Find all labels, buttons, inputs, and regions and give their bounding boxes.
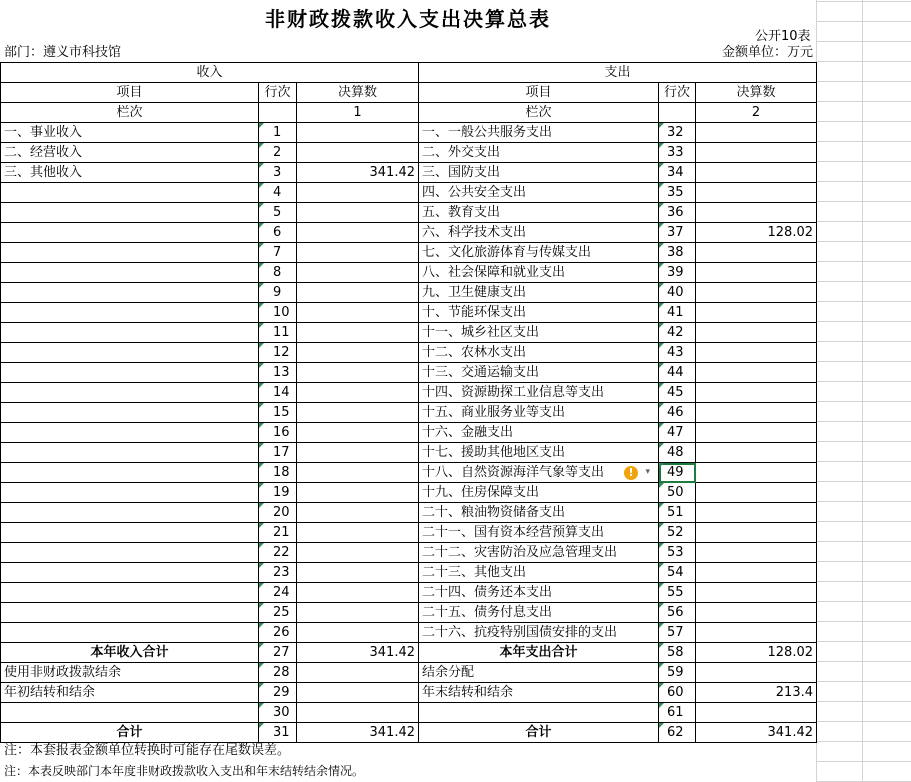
grid-line	[816, 601, 911, 602]
table-row	[1, 583, 817, 603]
expense-amount-cell[interactable]	[696, 343, 817, 363]
expense-line-cell[interactable]: 56	[659, 603, 696, 623]
grid-line	[816, 201, 911, 202]
income-total-label[interactable]: 本年收入合计	[1, 643, 259, 663]
expense-line-cell[interactable]: 61	[659, 703, 696, 723]
income-line-cell[interactable]: 21	[259, 523, 297, 543]
income-amount-cell[interactable]	[297, 523, 419, 543]
income-item-cell[interactable]	[1, 523, 259, 543]
grid-line	[816, 241, 911, 242]
table-row	[1, 183, 817, 203]
income-line-cell[interactable]: 14	[259, 383, 297, 403]
expense-amount-cell[interactable]	[696, 563, 817, 583]
table-row	[1, 423, 817, 443]
expense-amount-cell[interactable]	[696, 263, 817, 283]
expense-line-cell[interactable]: 36	[659, 203, 696, 223]
income-item-cell[interactable]	[1, 503, 259, 523]
expense-line-cell[interactable]: 51	[659, 503, 696, 523]
income-amount-cell[interactable]	[297, 583, 419, 603]
expense-amount-cell[interactable]	[696, 583, 817, 603]
expense-item-cell[interactable]: 八、社会保障和就业支出	[419, 263, 659, 283]
income-amount-cell[interactable]	[297, 463, 419, 483]
expense-item-cell[interactable]: 十二、农林水支出	[419, 343, 659, 363]
expense-line-cell[interactable]: 39	[659, 263, 696, 283]
expense-total-label[interactable]: 年末结转和结余	[419, 683, 659, 703]
expense-item-cell[interactable]: 十四、资源勘探工业信息等支出	[419, 383, 659, 403]
table-row	[1, 263, 817, 283]
grid-line	[816, 121, 911, 122]
income-item-cell[interactable]	[1, 303, 259, 323]
expense-line-cell[interactable]: 35	[659, 183, 696, 203]
expense-amount-cell[interactable]	[696, 203, 817, 223]
expense-item-cell[interactable]: 二十一、国有资本经营预算支出	[419, 523, 659, 543]
income-item-cell[interactable]	[1, 483, 259, 503]
total-row	[1, 683, 817, 703]
note-rounding: 注：本套报表金额单位转换时可能存在尾数误差。	[4, 743, 291, 758]
income-item-cell[interactable]	[1, 443, 259, 463]
grid-line	[816, 81, 911, 82]
income-blank-cell[interactable]	[259, 103, 297, 123]
expense-amount-cell[interactable]	[696, 523, 817, 543]
income-line-cell[interactable]: 8	[259, 263, 297, 283]
table-row	[1, 123, 817, 143]
exclamation-warning-icon[interactable]: !	[624, 466, 638, 480]
income-amount-cell[interactable]	[297, 223, 419, 243]
expense-column-label[interactable]: 栏次	[419, 103, 659, 123]
expense-line-header[interactable]: 行次	[659, 83, 696, 103]
grid-line	[816, 561, 911, 562]
table-row	[1, 343, 817, 363]
table-row	[1, 303, 817, 323]
expense-line-cell[interactable]: 44	[659, 363, 696, 383]
income-line-cell[interactable]: 4	[259, 183, 297, 203]
grid-line	[816, 641, 911, 642]
expense-amount-cell[interactable]	[696, 303, 817, 323]
income-line-header[interactable]: 行次	[259, 83, 297, 103]
grid-line	[816, 1, 911, 2]
expense-item-cell[interactable]: 二十二、灾害防治及应急管理支出	[419, 543, 659, 563]
income-amount-cell[interactable]	[297, 363, 419, 383]
expense-line-cell[interactable]: 34	[659, 163, 696, 183]
income-amount-cell[interactable]	[297, 503, 419, 523]
expense-line-cell[interactable]: 54	[659, 563, 696, 583]
expense-blank-cell[interactable]	[659, 103, 696, 123]
income-amount-cell[interactable]	[297, 423, 419, 443]
grid-line	[816, 741, 911, 742]
income-amount-cell[interactable]	[297, 283, 419, 303]
grid-line	[816, 461, 911, 462]
expense-amount-header[interactable]: 决算数	[696, 83, 817, 103]
expense-item-cell[interactable]: 十六、金融支出	[419, 423, 659, 443]
note-scope: 注：本表反映部门本年度非财政拨款收入支出和年末结转结余情况。	[4, 764, 365, 778]
grid-line	[816, 401, 911, 402]
income-item-cell[interactable]	[1, 403, 259, 423]
income-item-cell[interactable]	[1, 603, 259, 623]
income-item-cell[interactable]	[1, 463, 259, 483]
expense-item-cell[interactable]: 十、节能环保支出	[419, 303, 659, 323]
income-line-cell[interactable]: 24	[259, 583, 297, 603]
income-column-number[interactable]: 1	[297, 103, 419, 123]
expense-column-number[interactable]: 2	[696, 103, 817, 123]
grid-line	[816, 421, 911, 422]
table-row	[1, 563, 817, 583]
expense-item-cell[interactable]: 二、外交支出	[419, 143, 659, 163]
income-line-cell[interactable]: 2	[259, 143, 297, 163]
income-line-cell[interactable]: 11	[259, 323, 297, 343]
expense-line-cell[interactable]: 49	[659, 463, 696, 483]
grid-line	[816, 61, 911, 62]
expense-item-cell[interactable]: 二十、粮油物资储备支出	[419, 503, 659, 523]
income-line-cell[interactable]: 31	[259, 723, 297, 743]
table-row	[1, 143, 817, 163]
table-row	[1, 403, 817, 423]
grid-line	[816, 321, 911, 322]
income-amount-cell[interactable]	[297, 563, 419, 583]
income-item-cell[interactable]	[1, 423, 259, 443]
expense-amount-cell[interactable]	[696, 403, 817, 423]
income-total-label[interactable]	[1, 703, 259, 723]
expense-line-cell[interactable]: 42	[659, 323, 696, 343]
expense-line-cell[interactable]: 33	[659, 143, 696, 163]
grid-line	[816, 541, 911, 542]
grid-line	[816, 301, 911, 302]
expense-amount-cell[interactable]: 128.02	[696, 223, 817, 243]
expense-line-cell[interactable]: 62	[659, 723, 696, 743]
expense-line-cell[interactable]: 52	[659, 523, 696, 543]
income-item-cell[interactable]	[1, 203, 259, 223]
grid-line	[816, 161, 911, 162]
expense-item-cell[interactable]: 十三、交通运输支出	[419, 363, 659, 383]
grid-line	[816, 381, 911, 382]
income-amount-cell[interactable]	[297, 263, 419, 283]
grid-line	[816, 761, 911, 762]
expense-amount-cell[interactable]	[696, 443, 817, 463]
expense-total-label[interactable]	[419, 703, 659, 723]
expense-item-cell[interactable]: 十九、住房保障支出	[419, 483, 659, 503]
expense-total-label[interactable]: 本年支出合计	[419, 643, 659, 663]
grid-line	[816, 101, 911, 102]
grid-line	[816, 141, 911, 142]
income-item-cell[interactable]	[1, 263, 259, 283]
expense-line-cell[interactable]: 50	[659, 483, 696, 503]
expense-item-cell[interactable]: 十八、自然资源海洋气象等支出 ! ▾	[419, 463, 659, 483]
expense-amount-cell[interactable]	[696, 323, 817, 343]
grid-line	[816, 441, 911, 442]
grid-line	[816, 501, 911, 502]
income-line-cell[interactable]: 15	[259, 403, 297, 423]
grid-line	[816, 661, 911, 662]
expense-line-cell[interactable]: 32	[659, 123, 696, 143]
income-amount-cell[interactable]	[297, 243, 419, 263]
table-row	[1, 283, 817, 303]
table-row	[1, 203, 817, 223]
income-column-label[interactable]: 栏次	[1, 103, 259, 123]
expense-amount-cell[interactable]	[696, 623, 817, 643]
expense-line-cell[interactable]: 41	[659, 303, 696, 323]
grid-line	[816, 361, 911, 362]
income-item-cell[interactable]	[1, 563, 259, 583]
expense-item-cell[interactable]: 三、国防支出	[419, 163, 659, 183]
expense-line-cell[interactable]: 60	[659, 683, 696, 703]
total-row	[1, 643, 817, 663]
table-row	[1, 363, 817, 383]
expense-line-cell[interactable]: 45	[659, 383, 696, 403]
income-amount-cell[interactable]: 341.42	[297, 723, 419, 743]
grid-line	[816, 621, 911, 622]
income-line-cell[interactable]: 16	[259, 423, 297, 443]
expense-line-cell[interactable]: 53	[659, 543, 696, 563]
table-row	[1, 223, 817, 243]
expense-line-cell[interactable]: 43	[659, 343, 696, 363]
income-line-cell[interactable]: 20	[259, 503, 297, 523]
expense-amount-cell[interactable]	[696, 383, 817, 403]
header-row-3	[1, 103, 817, 123]
expense-amount-cell[interactable]: 213.4	[696, 683, 817, 703]
expense-item-header[interactable]: 项目	[419, 83, 659, 103]
grid-line	[816, 681, 911, 682]
income-amount-cell[interactable]	[297, 663, 419, 683]
income-line-cell[interactable]: 28	[259, 663, 297, 683]
header-row-1	[1, 63, 817, 83]
expense-header[interactable]: 支出	[419, 63, 817, 83]
expense-amount-cell[interactable]	[696, 363, 817, 383]
grid-line	[816, 181, 911, 182]
amount-unit-label: 金额单位：万元	[722, 45, 814, 60]
income-amount-cell[interactable]	[297, 623, 419, 643]
grid-line	[816, 221, 911, 222]
total-row	[1, 663, 817, 683]
income-line-cell[interactable]: 13	[259, 363, 297, 383]
header-row-2	[1, 83, 817, 103]
income-line-cell[interactable]: 22	[259, 543, 297, 563]
expense-line-cell[interactable]: 40	[659, 283, 696, 303]
table-row	[1, 503, 817, 523]
budget-table	[0, 62, 817, 743]
income-line-cell[interactable]: 30	[259, 703, 297, 723]
table-row	[1, 163, 817, 183]
expense-item-cell[interactable]: 六、科学技术支出	[419, 223, 659, 243]
income-line-cell[interactable]: 23	[259, 563, 297, 583]
income-amount-cell[interactable]	[297, 183, 419, 203]
total-row	[1, 723, 817, 743]
report-title: 非财政拨款收入支出决算总表	[265, 7, 551, 31]
income-line-cell[interactable]: 26	[259, 623, 297, 643]
income-item-cell[interactable]	[1, 343, 259, 363]
income-amount-cell[interactable]	[297, 383, 419, 403]
income-item-cell[interactable]	[1, 583, 259, 603]
income-item-cell[interactable]: 三、其他收入	[1, 163, 259, 183]
grid-line	[816, 41, 911, 42]
income-line-cell[interactable]: 7	[259, 243, 297, 263]
income-amount-cell[interactable]	[297, 403, 419, 423]
income-total-label[interactable]: 合计	[1, 723, 259, 743]
income-item-cell[interactable]	[1, 323, 259, 343]
expense-item-cell[interactable]: 二十四、债务还本支出	[419, 583, 659, 603]
expense-amount-cell[interactable]	[696, 123, 817, 143]
expense-total-label[interactable]: 结余分配	[419, 663, 659, 683]
income-total-label[interactable]: 使用非财政拨款结余	[1, 663, 259, 683]
income-item-header[interactable]: 项目	[1, 83, 259, 103]
table-row	[1, 623, 817, 643]
expense-amount-cell[interactable]	[696, 483, 817, 503]
table-row	[1, 463, 817, 483]
table-row	[1, 243, 817, 263]
expense-amount-cell[interactable]	[696, 603, 817, 623]
expense-line-cell[interactable]: 38	[659, 243, 696, 263]
expense-amount-cell[interactable]	[696, 143, 817, 163]
expense-amount-cell[interactable]	[696, 243, 817, 263]
income-item-cell[interactable]	[1, 223, 259, 243]
expense-item-cell[interactable]: 九、卫生健康支出	[419, 283, 659, 303]
income-amount-cell[interactable]: 341.42	[297, 643, 419, 663]
income-line-cell[interactable]: 12	[259, 343, 297, 363]
income-amount-cell[interactable]: 341.42	[297, 163, 419, 183]
expense-line-cell[interactable]: 58	[659, 643, 696, 663]
income-line-cell[interactable]: 6	[259, 223, 297, 243]
expense-line-cell[interactable]: 37	[659, 223, 696, 243]
report-code: 公开10表	[755, 29, 811, 44]
income-amount-cell[interactable]	[297, 543, 419, 563]
income-line-cell[interactable]: 29	[259, 683, 297, 703]
income-amount-cell[interactable]	[297, 143, 419, 163]
expense-line-cell[interactable]: 59	[659, 663, 696, 683]
expense-amount-cell[interactable]	[696, 663, 817, 683]
income-amount-cell[interactable]	[297, 443, 419, 463]
income-line-cell[interactable]: 27	[259, 643, 297, 663]
expense-item-cell[interactable]: 一、一般公共服务支出	[419, 123, 659, 143]
expense-amount-cell[interactable]	[696, 703, 817, 723]
income-line-cell[interactable]: 19	[259, 483, 297, 503]
income-amount-header[interactable]: 决算数	[297, 83, 419, 103]
table-row	[1, 323, 817, 343]
income-amount-cell[interactable]	[297, 483, 419, 503]
grid-line	[816, 281, 911, 282]
table-row	[1, 543, 817, 563]
expense-amount-cell[interactable]	[696, 163, 817, 183]
department-label: 部门：遵义市科技馆	[4, 45, 122, 60]
expense-amount-cell[interactable]	[696, 463, 817, 483]
income-item-cell[interactable]: 一、事业收入	[1, 123, 259, 143]
table-row	[1, 523, 817, 543]
expense-item-cell[interactable]: 二十五、债务付息支出	[419, 603, 659, 623]
income-amount-cell[interactable]	[297, 203, 419, 223]
income-line-cell[interactable]: 10	[259, 303, 297, 323]
expense-amount-cell[interactable]: 341.42	[696, 723, 817, 743]
total-row	[1, 703, 817, 723]
income-line-cell[interactable]: 5	[259, 203, 297, 223]
income-amount-cell[interactable]	[297, 343, 419, 363]
income-item-cell[interactable]	[1, 383, 259, 403]
income-item-cell[interactable]	[1, 283, 259, 303]
grid-line	[816, 581, 911, 582]
grid-line	[816, 341, 911, 342]
expense-item-cell[interactable]: 十一、城乡社区支出	[419, 323, 659, 343]
expense-item-cell[interactable]: 五、教育支出	[419, 203, 659, 223]
income-item-cell[interactable]	[1, 363, 259, 383]
table-row	[1, 383, 817, 403]
income-amount-cell[interactable]	[297, 323, 419, 343]
expense-item-cell[interactable]: 二十三、其他支出	[419, 563, 659, 583]
expense-line-cell[interactable]: 47	[659, 423, 696, 443]
income-amount-cell[interactable]	[297, 303, 419, 323]
chevron-down-icon[interactable]: ▾	[645, 467, 650, 477]
income-item-cell[interactable]: 二、经营收入	[1, 143, 259, 163]
table-row	[1, 483, 817, 503]
grid-line	[816, 701, 911, 702]
expense-item-cell[interactable]: 四、公共安全支出	[419, 183, 659, 203]
expense-item-cell[interactable]: 十七、援助其他地区支出	[419, 443, 659, 463]
income-line-cell[interactable]: 25	[259, 603, 297, 623]
grid-line	[816, 21, 911, 22]
expense-amount-cell[interactable]: 128.02	[696, 643, 817, 663]
table-row	[1, 443, 817, 463]
income-header[interactable]: 收入	[1, 63, 419, 83]
income-amount-cell[interactable]	[297, 123, 419, 143]
expense-amount-cell[interactable]	[696, 543, 817, 563]
income-item-cell[interactable]	[1, 623, 259, 643]
expense-amount-cell[interactable]	[696, 503, 817, 523]
expense-amount-cell[interactable]	[696, 283, 817, 303]
expense-item-cell[interactable]: 七、文化旅游体育与传媒支出	[419, 243, 659, 263]
expense-total-label[interactable]: 合计	[419, 723, 659, 743]
expense-amount-cell[interactable]	[696, 183, 817, 203]
income-line-cell[interactable]: 3	[259, 163, 297, 183]
income-line-cell[interactable]: 18	[259, 463, 297, 483]
expense-line-cell[interactable]: 55	[659, 583, 696, 603]
income-item-cell[interactable]	[1, 243, 259, 263]
income-amount-cell[interactable]	[297, 703, 419, 723]
expense-amount-cell[interactable]	[696, 423, 817, 443]
income-item-cell[interactable]	[1, 183, 259, 203]
income-amount-cell[interactable]	[297, 683, 419, 703]
expense-line-cell[interactable]: 46	[659, 403, 696, 423]
income-item-cell[interactable]	[1, 543, 259, 563]
income-line-cell[interactable]: 1	[259, 123, 297, 143]
expense-line-cell[interactable]: 48	[659, 443, 696, 463]
income-line-cell[interactable]: 9	[259, 283, 297, 303]
expense-line-cell[interactable]: 57	[659, 623, 696, 643]
grid-line	[816, 521, 911, 522]
income-amount-cell[interactable]	[297, 603, 419, 623]
income-total-label[interactable]: 年初结转和结余	[1, 683, 259, 703]
expense-item-cell[interactable]: 二十六、抗疫特别国债安排的支出	[419, 623, 659, 643]
expense-item-cell[interactable]: 十五、商业服务业等支出	[419, 403, 659, 423]
table-row	[1, 603, 817, 623]
grid-line	[816, 261, 911, 262]
grid-line	[862, 0, 863, 781]
grid-line	[816, 481, 911, 482]
income-line-cell[interactable]: 17	[259, 443, 297, 463]
grid-line	[816, 721, 911, 722]
